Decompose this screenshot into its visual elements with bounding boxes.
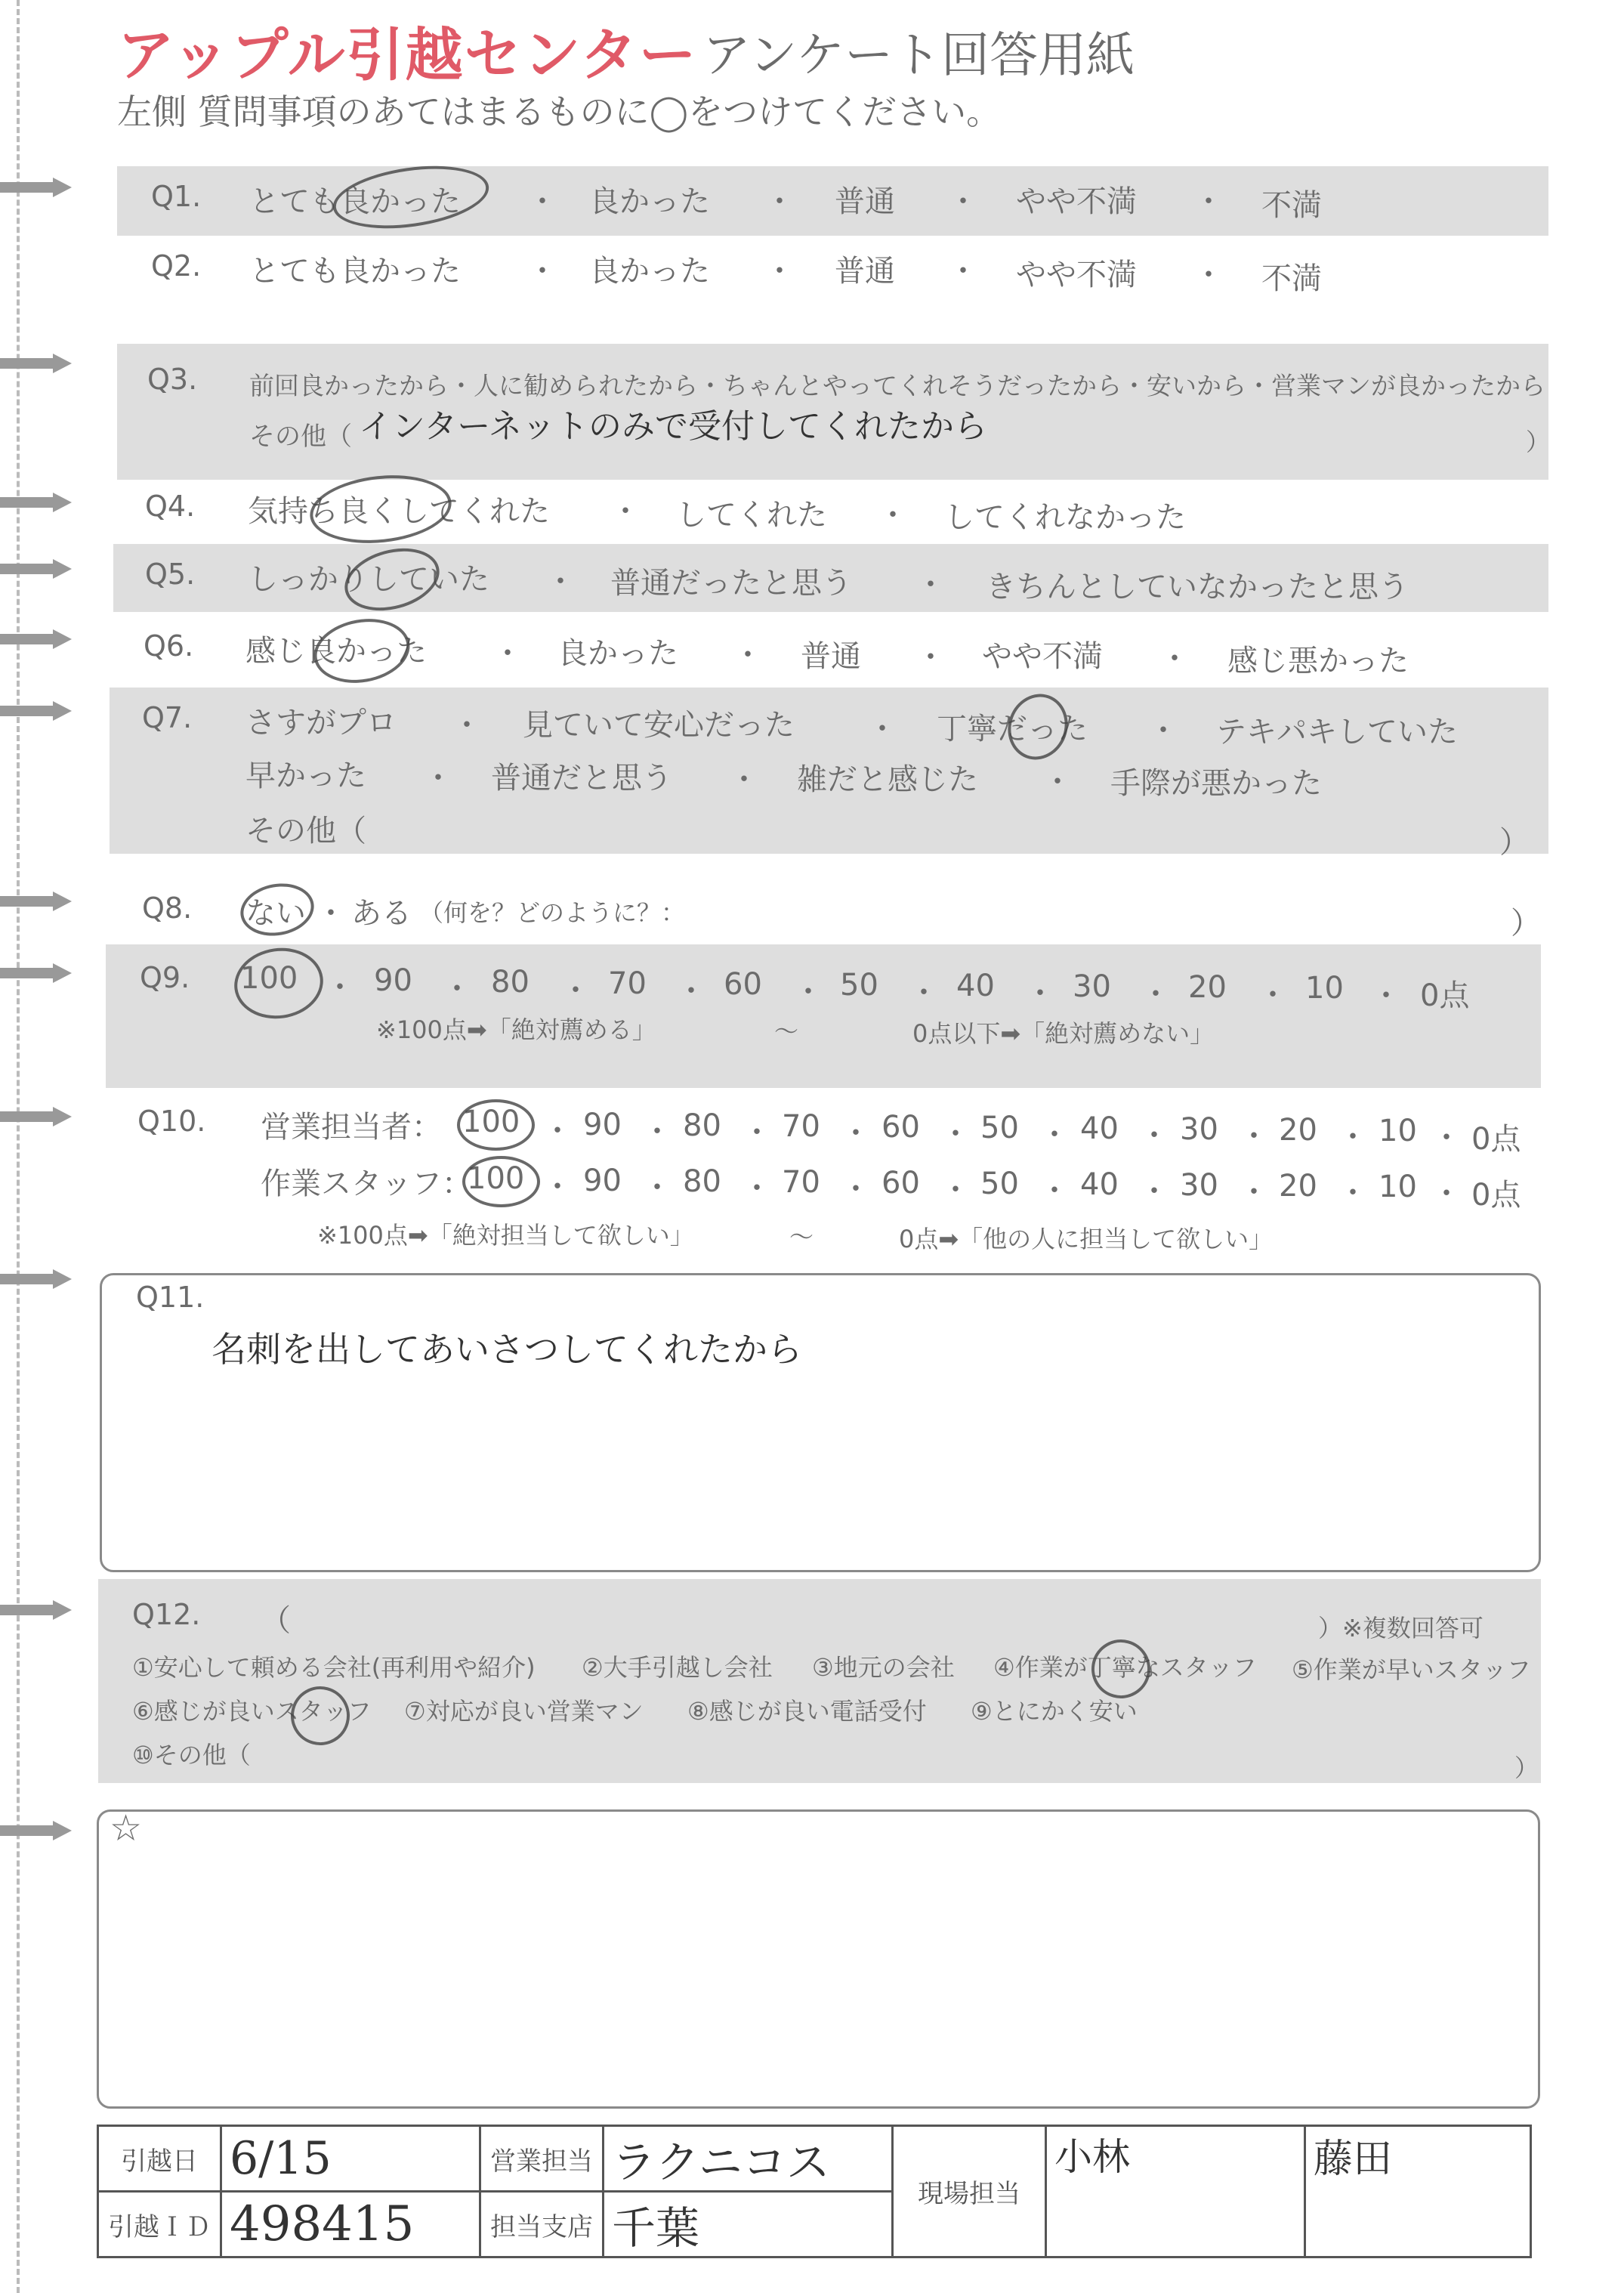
q9-score[interactable]: 30 xyxy=(1073,969,1111,1004)
q10-staff-score[interactable]: 30 xyxy=(1180,1168,1218,1203)
q1-option[interactable]: 普通 xyxy=(835,184,895,219)
q3-other-label: その他（ xyxy=(249,422,352,452)
q9-band xyxy=(106,944,1541,1088)
separator-dot: ・ xyxy=(841,1116,871,1151)
q11-label: Q11. xyxy=(136,1281,205,1314)
q12-label: Q12. xyxy=(132,1598,201,1631)
arrow-icon xyxy=(0,1821,72,1840)
q7-option[interactable]: 普通だと思う xyxy=(491,761,672,796)
q6-label: Q6. xyxy=(144,629,194,663)
separator-dot: ・ xyxy=(878,498,908,533)
q10-sales-score[interactable]: 20 xyxy=(1279,1113,1317,1148)
free-comment-box[interactable] xyxy=(97,1809,1540,2109)
separator-dot: ・ xyxy=(764,254,795,289)
q10-staff-score[interactable]: 80 xyxy=(683,1164,721,1199)
q10-note-high: ※100点➡「絶対担当して欲しい」 xyxy=(317,1221,694,1250)
q2-option[interactable]: 不満 xyxy=(1261,261,1322,296)
separator-dot: ・ xyxy=(442,972,472,1006)
company-name: アップル引越センター xyxy=(117,21,698,88)
q10-sales-score[interactable]: 0点 xyxy=(1471,1122,1521,1157)
move-date-value: 6/15 xyxy=(221,2126,480,2192)
separator-dot: ・ xyxy=(1193,184,1224,219)
separator-dot: ・ xyxy=(1431,1176,1462,1211)
q6-option[interactable]: 普通 xyxy=(801,639,861,674)
arrow-icon xyxy=(0,559,72,579)
separator-dot: ・ xyxy=(642,1170,672,1205)
q9-score[interactable]: 100 xyxy=(240,961,298,996)
q7-option[interactable]: さすがプロ xyxy=(245,706,397,740)
separator-dot: ・ xyxy=(1258,978,1288,1012)
instruction-text: 左側 質問事項のあてはまるものに◯をつけてください。 xyxy=(117,91,1002,132)
answer-circle xyxy=(307,468,455,549)
separator-dot: ・ xyxy=(423,761,453,796)
separator-dot: ・ xyxy=(948,254,978,289)
site-staff-2: 藤田 xyxy=(1305,2126,1531,2257)
separator-dot: ・ xyxy=(545,564,576,599)
q10-label: Q10. xyxy=(137,1105,206,1138)
q2-option[interactable]: 良かった xyxy=(589,254,710,289)
separator-dot: ・ xyxy=(610,494,641,529)
q10-staff-score[interactable]: 90 xyxy=(583,1163,622,1198)
q12-item[interactable]: ②大手引越し会社 xyxy=(582,1653,773,1682)
q4-option[interactable]: 気持ち良くしてくれた xyxy=(248,494,550,529)
q7-option[interactable]: 丁寧だった xyxy=(937,712,1088,746)
separator-dot: ・ xyxy=(1148,713,1178,748)
q2-option[interactable]: 普通 xyxy=(835,254,895,289)
q9-score[interactable]: 0点 xyxy=(1420,978,1470,1013)
q6-option[interactable]: 良かった xyxy=(557,636,678,671)
q10-staff-score[interactable]: 20 xyxy=(1279,1169,1317,1204)
arrow-icon xyxy=(0,963,72,983)
branch-value: 千葉 xyxy=(604,2192,893,2257)
q12-item[interactable]: ⑤作業が早いスタッフ xyxy=(1292,1655,1531,1684)
separator-dot: ・ xyxy=(867,712,897,746)
separator-dot: ・ xyxy=(1239,1175,1269,1210)
separator-dot: ・ xyxy=(527,254,557,289)
q10-sales-score[interactable]: 10 xyxy=(1379,1114,1417,1148)
q10-staff-score[interactable]: 60 xyxy=(881,1166,920,1201)
move-date-label: 引越日 xyxy=(98,2126,221,2192)
separator-dot: ・ xyxy=(452,708,482,743)
q9-note-low: 0点以下➡「絶対薦めない」 xyxy=(912,1019,1215,1048)
q6-option[interactable]: やや不満 xyxy=(982,639,1103,674)
arrow-icon xyxy=(0,892,72,911)
q10-staff-score[interactable]: 40 xyxy=(1080,1167,1119,1202)
arrow-icon xyxy=(0,178,72,197)
q10-staff-score[interactable]: 70 xyxy=(782,1165,820,1200)
separator-dot: ・ xyxy=(1042,765,1073,799)
q11-box[interactable] xyxy=(100,1273,1541,1572)
separator-dot: ・ xyxy=(542,1114,573,1148)
q9-score[interactable]: 60 xyxy=(724,967,762,1002)
q8-option-some[interactable]: ある xyxy=(351,896,412,931)
q2-option[interactable]: とても良かった xyxy=(249,254,461,289)
separator-dot: ・ xyxy=(841,1172,871,1207)
site-staff-1: 小林 xyxy=(1046,2126,1305,2257)
q10-sales-score[interactable]: 40 xyxy=(1080,1111,1119,1146)
separator-dot: ・ xyxy=(915,640,946,675)
q3-options[interactable]: 前回良かったから・人に勧められたから・ちゃんとやってくれそうだったから・安いから・営業マンが良かったから xyxy=(249,371,1545,400)
q9-score[interactable]: 70 xyxy=(608,966,647,1001)
separator-dot: ・ xyxy=(948,184,978,219)
q12-item[interactable]: ④作業が丁寧なスタッフ xyxy=(993,1653,1257,1682)
punch-edge-line xyxy=(17,0,20,2293)
q7-option[interactable]: テキパキしていた xyxy=(1216,715,1458,749)
q8-detail-label: （何を？どのように？： xyxy=(419,898,686,927)
q10-staff-score[interactable]: 100 xyxy=(467,1161,525,1196)
q1-option[interactable]: 不満 xyxy=(1261,188,1322,223)
q5-option[interactable]: きちんとしていなかったと思う xyxy=(986,570,1409,604)
separator-dot: ・ xyxy=(1338,1176,1368,1210)
separator-dot: ・ xyxy=(325,970,355,1005)
q12-close: ） xyxy=(1514,1754,1539,1782)
q10-staff-score[interactable]: 0点 xyxy=(1471,1178,1521,1213)
q10-sales-label: 営業担当者： xyxy=(261,1110,442,1145)
q12-multi-note: ）※複数回答可 xyxy=(1318,1614,1484,1642)
q12-item[interactable]: ①安心して頼める会社(再利用や紹介) xyxy=(132,1653,536,1682)
separator-dot: ・ xyxy=(909,975,939,1010)
sales-label: 営業担当 xyxy=(480,2126,604,2192)
q5-option[interactable]: 普通だったと思う xyxy=(610,566,852,601)
separator-dot: ・ xyxy=(1025,976,1055,1011)
q10-sales-score[interactable]: 90 xyxy=(583,1108,622,1142)
branch-label: 担当支店 xyxy=(480,2192,604,2257)
move-id-value: 498415 xyxy=(221,2192,480,2257)
q4-label: Q4. xyxy=(145,490,196,523)
arrow-icon xyxy=(0,493,72,512)
site-label: 現場担当 xyxy=(893,2126,1046,2257)
separator-dot: ・ xyxy=(1431,1120,1462,1155)
q12-item[interactable]: ⑥感じが良いスタッフ xyxy=(132,1697,372,1726)
q10-sales-score[interactable]: 60 xyxy=(881,1110,920,1145)
separator-dot: ・ xyxy=(1371,978,1401,1013)
separator-dot: ・ xyxy=(316,896,346,931)
separator-dot: ・ xyxy=(940,1117,971,1151)
q12-open: （ xyxy=(261,1603,291,1638)
q10-tilde: 〜 xyxy=(789,1222,814,1251)
q12-item[interactable]: ⑦対応が良い営業マン xyxy=(404,1697,644,1726)
q7-option[interactable]: 手際が悪かった xyxy=(1110,766,1322,801)
answer-circle xyxy=(457,1099,535,1151)
q7-option[interactable]: 雑だと感じた xyxy=(797,762,978,797)
separator-dot: ・ xyxy=(1039,1173,1070,1208)
separator-dot: ・ xyxy=(492,636,523,671)
separator-dot: ・ xyxy=(764,184,795,219)
q7-label: Q7. xyxy=(142,701,193,734)
arrow-icon xyxy=(0,1269,72,1289)
separator-dot: ・ xyxy=(1139,1174,1169,1209)
q10-staff-score[interactable]: 50 xyxy=(980,1167,1019,1201)
q3-other-answer: インターネットのみで受付してくれたから xyxy=(359,407,988,446)
separator-dot: ・ xyxy=(940,1173,971,1207)
q11-answer: 名刺を出してあいさつしてくれたから xyxy=(211,1329,802,1370)
q4-option[interactable]: してくれなかった xyxy=(944,500,1186,535)
q12-other: ⑩その他（ xyxy=(132,1741,251,1769)
separator-dot: ・ xyxy=(733,638,763,672)
q9-label: Q9. xyxy=(140,961,190,994)
separator-dot: ・ xyxy=(542,1170,573,1204)
separator-dot: ・ xyxy=(527,184,557,219)
q5-label: Q5. xyxy=(145,558,196,591)
q4-option[interactable]: してくれた xyxy=(676,498,827,533)
q9-score[interactable]: 50 xyxy=(840,968,878,1003)
q6-option[interactable]: 感じ良かった xyxy=(245,634,427,669)
q10-sales-score[interactable]: 30 xyxy=(1180,1112,1218,1147)
separator-dot: ・ xyxy=(1139,1118,1169,1153)
q7-close: ） xyxy=(1499,825,1530,860)
separator-dot: ・ xyxy=(1338,1120,1368,1154)
q1-label: Q1. xyxy=(151,180,202,213)
q9-tilde: 〜 xyxy=(774,1017,799,1046)
arrow-icon xyxy=(0,701,72,721)
q10-sales-score[interactable]: 80 xyxy=(683,1108,721,1143)
separator-dot: ・ xyxy=(1239,1119,1269,1154)
arrow-icon xyxy=(0,1600,72,1620)
q5-option[interactable]: しっかりしていた xyxy=(248,562,489,597)
q8-close: ） xyxy=(1511,906,1541,941)
q12-item[interactable]: ③地元の会社 xyxy=(812,1653,955,1682)
q9-score[interactable]: 80 xyxy=(491,965,529,1000)
q7-option[interactable]: 早かった xyxy=(245,759,366,793)
q10-staff-score[interactable]: 10 xyxy=(1379,1170,1417,1204)
separator-dot: ・ xyxy=(1159,641,1190,676)
q9-score[interactable]: 20 xyxy=(1188,970,1227,1005)
q6-option[interactable]: 感じ悪かった xyxy=(1227,644,1409,678)
answer-circle xyxy=(462,1156,540,1207)
q8-option-none[interactable]: ない xyxy=(245,896,306,931)
separator-dot: ・ xyxy=(742,1171,772,1206)
q10-sales-score[interactable]: 100 xyxy=(462,1105,520,1139)
q2-label: Q2. xyxy=(151,249,202,283)
q10-note-low: 0点➡「他の人に担当して欲しい」 xyxy=(899,1225,1274,1253)
q10-staff-label: 作業スタッフ： xyxy=(261,1167,472,1201)
q1-option[interactable]: とても良かった xyxy=(249,184,461,219)
q7-other-label: その他（ xyxy=(245,814,366,848)
q9-score[interactable]: 10 xyxy=(1305,971,1344,1006)
star-icon: ☆ xyxy=(110,1807,143,1850)
info-table xyxy=(97,2125,1532,2258)
form-title: アンケート回答用紙 xyxy=(702,28,1135,84)
separator-dot: ・ xyxy=(742,1115,772,1150)
separator-dot: ・ xyxy=(729,762,759,797)
arrow-icon xyxy=(0,354,72,373)
q9-note-high: ※100点➡「絶対薦める」 xyxy=(376,1015,656,1044)
separator-dot: ・ xyxy=(1141,977,1171,1012)
separator-dot: ・ xyxy=(793,975,823,1009)
separator-dot: ・ xyxy=(560,973,591,1008)
sales-value: ラクニコス xyxy=(604,2126,893,2192)
move-id-label: 引越ＩＤ xyxy=(98,2192,221,2257)
q12-item[interactable]: ⑧感じが良い電話受付 xyxy=(687,1697,927,1726)
q1-option[interactable]: 良かった xyxy=(589,184,710,219)
q8-label: Q8. xyxy=(142,892,193,925)
separator-dot: ・ xyxy=(1193,258,1224,292)
arrow-icon xyxy=(0,1107,72,1126)
q10-sales-score[interactable]: 70 xyxy=(782,1109,820,1144)
answer-circle xyxy=(309,612,415,691)
q1-option[interactable]: やや不満 xyxy=(1016,184,1137,219)
q7-option[interactable]: 見ていて安心だった xyxy=(523,708,795,743)
q10-sales-score[interactable]: 50 xyxy=(980,1111,1019,1145)
arrow-icon xyxy=(0,629,72,649)
q9-score[interactable]: 40 xyxy=(956,969,995,1003)
q9-score[interactable]: 90 xyxy=(374,963,412,998)
separator-dot: ・ xyxy=(642,1114,672,1149)
q3-close: ） xyxy=(1526,428,1551,456)
q3-label: Q3. xyxy=(147,363,198,396)
separator-dot: ・ xyxy=(915,567,946,602)
separator-dot: ・ xyxy=(676,974,706,1009)
q2-option[interactable]: やや不満 xyxy=(1016,258,1137,292)
separator-dot: ・ xyxy=(1039,1117,1070,1152)
q12-item[interactable]: ⑨とにかく安い xyxy=(971,1697,1138,1726)
